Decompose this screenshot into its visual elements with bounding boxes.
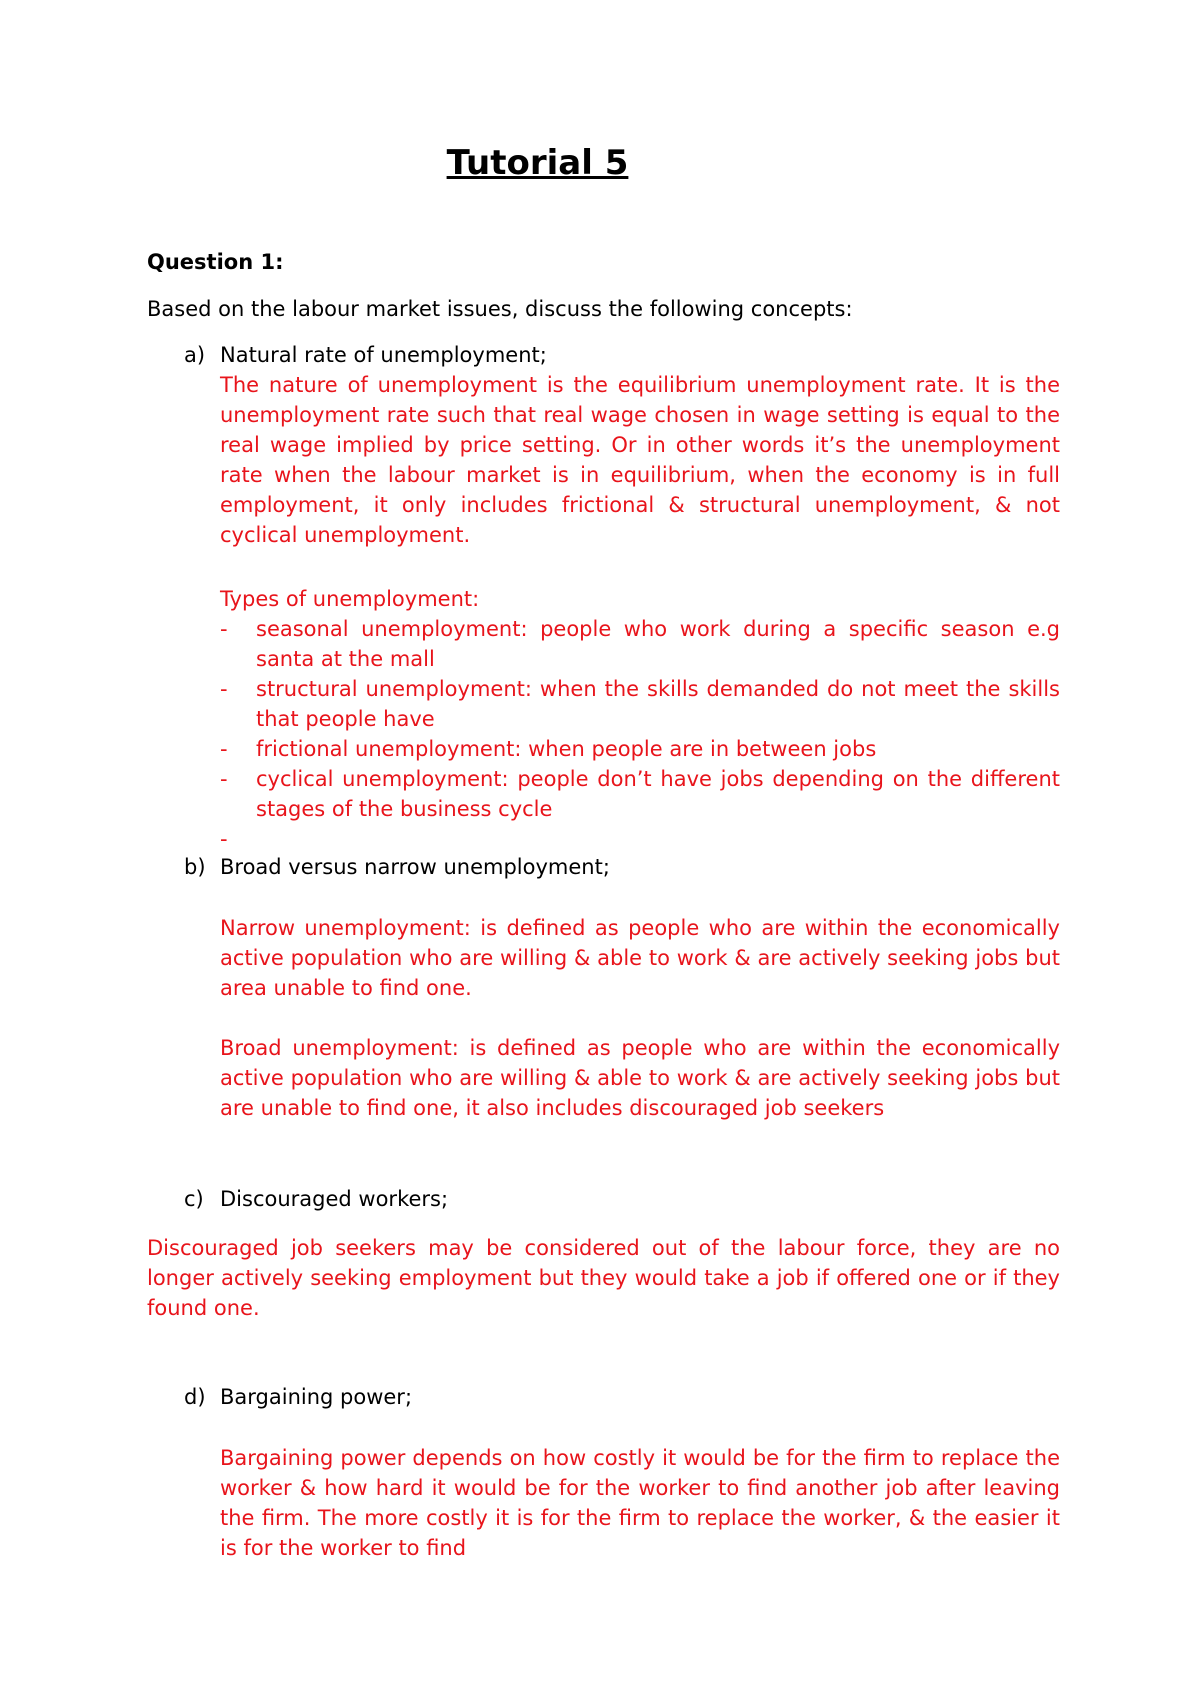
answer-b-narrow: Narrow unemployment: is defined as people who are within the economically active population who are willing & able to work & are actively seeking jobs but area unable to find one. xyxy=(220,916,1060,1000)
types-heading: Types of unemployment: xyxy=(220,587,480,611)
answer-c-paragraph: Discouraged job seekers may be considered out of the labour force, they are no longer actively seeking employment but they would take a job if offered one or if they found one. xyxy=(147,1236,1060,1320)
answer-a-paragraph: The nature of unemployment is the equilibrium unemployment rate. It is the unemployment rate such that real wage chosen in wage setting is equal to the real wage implied by price setting. Or in other words it’s the unemployment rate when the labour market is in equilibrium, when the economy is in full employment, it only includes frictional & structural unemployment, & not cyclical unemployment. xyxy=(220,373,1060,547)
item-c-label: c) xyxy=(184,1187,204,1211)
item-b-heading xyxy=(184,855,610,879)
list-item: - structural unemployment: when the skills demanded do not meet the skills that people have xyxy=(220,674,1060,734)
item-c-heading xyxy=(184,1187,448,1211)
list-item: - seasonal unemployment: people who work during a specific season e.g santa at the mall xyxy=(220,614,1060,674)
list-item: - frictional unemployment: when people are in between jobs xyxy=(220,734,1060,764)
item-a-heading xyxy=(184,343,547,367)
answer-b-broad: Broad unemployment: is defined as people who are within the economically active population who are willing & able to work & are actively seeking jobs but are unable to find one, it also includes discouraged job seekers xyxy=(220,1036,1060,1120)
bullet-dash: - xyxy=(220,827,228,851)
bullet-dash: - xyxy=(220,737,228,761)
answer-d-paragraph: Bargaining power depends on how costly it would be for the firm to replace the worker & how hard it would be for the worker to find another job after leaving the firm. The more costly it is for the firm to replace the worker, & the easier it is for the worker to find xyxy=(220,1446,1060,1560)
document-title: Tutorial 5 xyxy=(446,143,629,183)
types-list xyxy=(220,614,1060,851)
item-d-text: Bargaining power; xyxy=(220,1385,413,1409)
item-a-text: Natural rate of unemployment; xyxy=(220,343,547,367)
item-d-label: d) xyxy=(184,1385,206,1409)
bullet-dash: - xyxy=(220,677,228,701)
question-heading: Question 1: xyxy=(147,250,284,274)
question-intro: Based on the labour market issues, discuss the following concepts: xyxy=(147,297,853,321)
item-a-label: a) xyxy=(184,343,206,367)
bullet-dash: - xyxy=(220,767,228,791)
item-b-text: Broad versus narrow unemployment; xyxy=(220,855,610,879)
item-d-heading xyxy=(184,1385,412,1409)
bullet-dash: - xyxy=(220,617,228,641)
list-item: - cyclical unemployment: people don’t have jobs depending on the different stages of the business cycle xyxy=(220,764,1060,824)
item-c-text: Discouraged workers; xyxy=(220,1187,449,1211)
item-b-label: b) xyxy=(184,855,206,879)
